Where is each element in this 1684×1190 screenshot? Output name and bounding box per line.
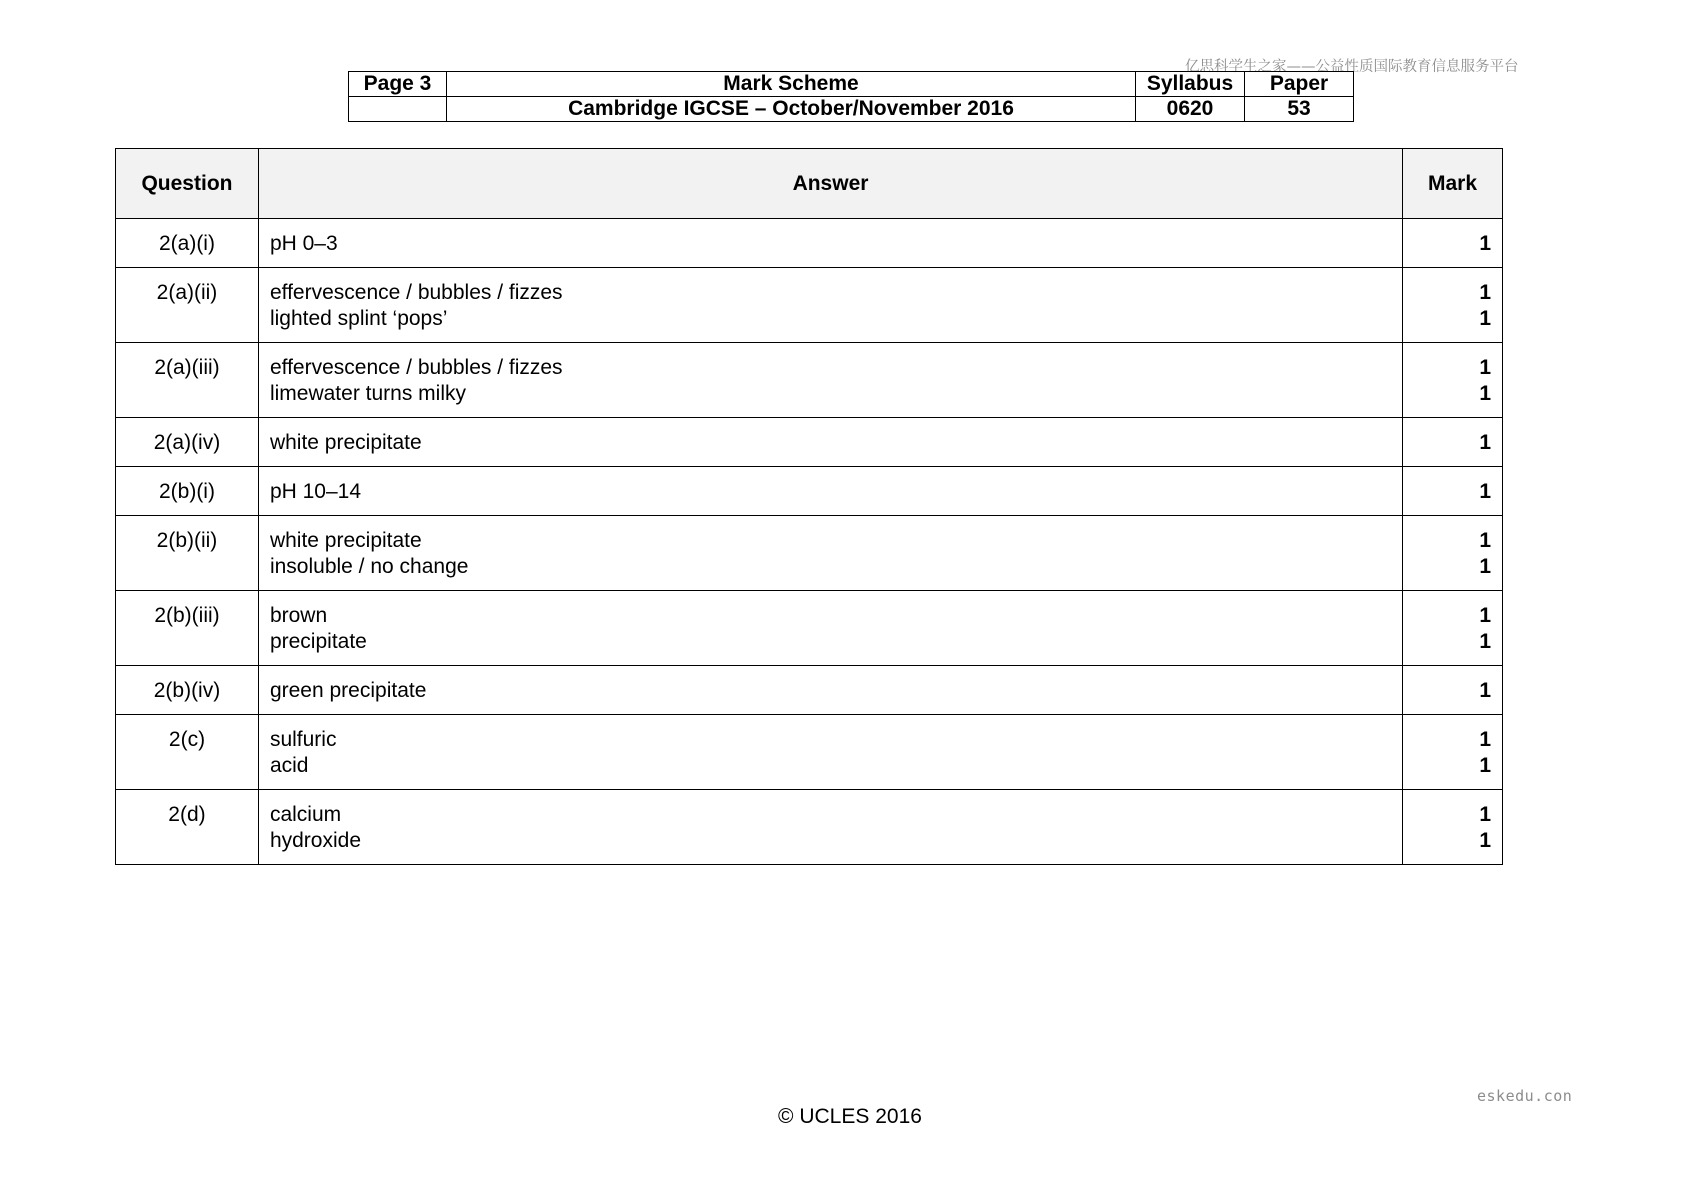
mark-value: 1 [1479, 307, 1491, 330]
answer-cell [258, 219, 1402, 268]
mark-value: 1 [1479, 281, 1491, 304]
mark-cell [1403, 418, 1503, 467]
answer-cell [258, 418, 1402, 467]
answer-line: precipitate [269, 630, 367, 653]
answer-cell [258, 790, 1402, 865]
answer-line: effervescence / bubbles / fizzes [269, 281, 563, 304]
answer-cell [258, 467, 1402, 516]
question-number: 2(a)(iv) [116, 418, 259, 467]
question-number: 2(b)(ii) [116, 516, 259, 591]
syllabus-code: 0620 [1136, 97, 1245, 122]
watermark-top: 亿思科学生之家——公益性质国际教育信息服务平台 [1185, 59, 1519, 75]
paper-label: Paper [1245, 72, 1354, 97]
answer-cell [258, 715, 1402, 790]
table-row [116, 666, 1503, 715]
mark-cell [1403, 666, 1503, 715]
answer-line: insoluble / no change [269, 555, 469, 578]
answer-cell [258, 268, 1402, 343]
watermark-bottom: eskedu.con [1477, 1087, 1573, 1105]
table-row [116, 219, 1503, 268]
mark-value: 1 [1479, 679, 1491, 702]
mark-cell [1403, 343, 1503, 418]
question-number: 2(a)(iii) [116, 343, 259, 418]
mark-value: 1 [1479, 803, 1491, 826]
answer-line: pH 10–14 [269, 480, 362, 503]
mark-value: 1 [1479, 555, 1491, 578]
mark-cell [1403, 591, 1503, 666]
table-row [116, 591, 1503, 666]
mark-cell [1403, 790, 1503, 865]
mark-value: 1 [1479, 232, 1491, 255]
mark-scheme-table [115, 148, 1503, 865]
question-number: 2(a)(ii) [116, 268, 259, 343]
table-row [116, 343, 1503, 418]
table-row [116, 516, 1503, 591]
mark-value: 1 [1479, 480, 1491, 503]
mark-value: 1 [1479, 829, 1491, 852]
mark-value: 1 [1479, 630, 1491, 653]
mark-value: 1 [1479, 356, 1491, 379]
answer-line: acid [269, 754, 309, 777]
syllabus-label: Syllabus [1136, 72, 1245, 97]
mark-cell [1403, 467, 1503, 516]
mark-cell [1403, 219, 1503, 268]
answer-cell [258, 343, 1402, 418]
answer-line: calcium [269, 803, 342, 826]
paper-number: 53 [1245, 97, 1354, 122]
question-number: 2(b)(iv) [116, 666, 259, 715]
mark-value: 1 [1479, 754, 1491, 777]
question-number: 2(b)(iii) [116, 591, 259, 666]
answer-cell [258, 516, 1402, 591]
table-row [116, 715, 1503, 790]
answer-line: green precipitate [269, 679, 427, 702]
mark-value: 1 [1479, 604, 1491, 627]
mark-value: 1 [1479, 431, 1491, 454]
answer-cell [258, 666, 1402, 715]
document-title: Mark Scheme [447, 72, 1136, 97]
copyright-footer: © UCLES 2016 [778, 1105, 922, 1128]
question-number: 2(d) [116, 790, 259, 865]
mark-value: 1 [1479, 529, 1491, 552]
mark-value: 1 [1479, 382, 1491, 405]
answer-line: effervescence / bubbles / fizzes [269, 356, 563, 379]
answer-line: limewater turns milky [269, 382, 466, 405]
mark-cell [1403, 516, 1503, 591]
mark-cell [1403, 268, 1503, 343]
document-subtitle: Cambridge IGCSE – October/November 2016 [447, 97, 1136, 122]
table-row [116, 790, 1503, 865]
mark-cell [1403, 715, 1503, 790]
answer-line: white precipitate [269, 431, 422, 454]
answer-line: hydroxide [269, 829, 362, 852]
header-empty-cell [349, 97, 447, 122]
question-number: 2(c) [116, 715, 259, 790]
answer-cell [258, 591, 1402, 666]
answer-line: brown [269, 604, 328, 627]
header-table [348, 71, 1354, 122]
mark-value: 1 [1479, 728, 1491, 751]
question-number: 2(a)(i) [116, 219, 259, 268]
answer-line: lighted splint ‘pops’ [269, 307, 448, 330]
question-column-header: Question [116, 149, 259, 219]
answer-line: sulfuric [269, 728, 337, 751]
answer-line: white precipitate [269, 529, 422, 552]
table-row [116, 418, 1503, 467]
mark-column-header: Mark [1403, 149, 1503, 219]
question-number: 2(b)(i) [116, 467, 259, 516]
answer-column-header: Answer [258, 149, 1402, 219]
table-row [116, 467, 1503, 516]
table-row [116, 268, 1503, 343]
page-label: Page 3 [349, 72, 447, 97]
answer-line: pH 0–3 [269, 232, 338, 255]
